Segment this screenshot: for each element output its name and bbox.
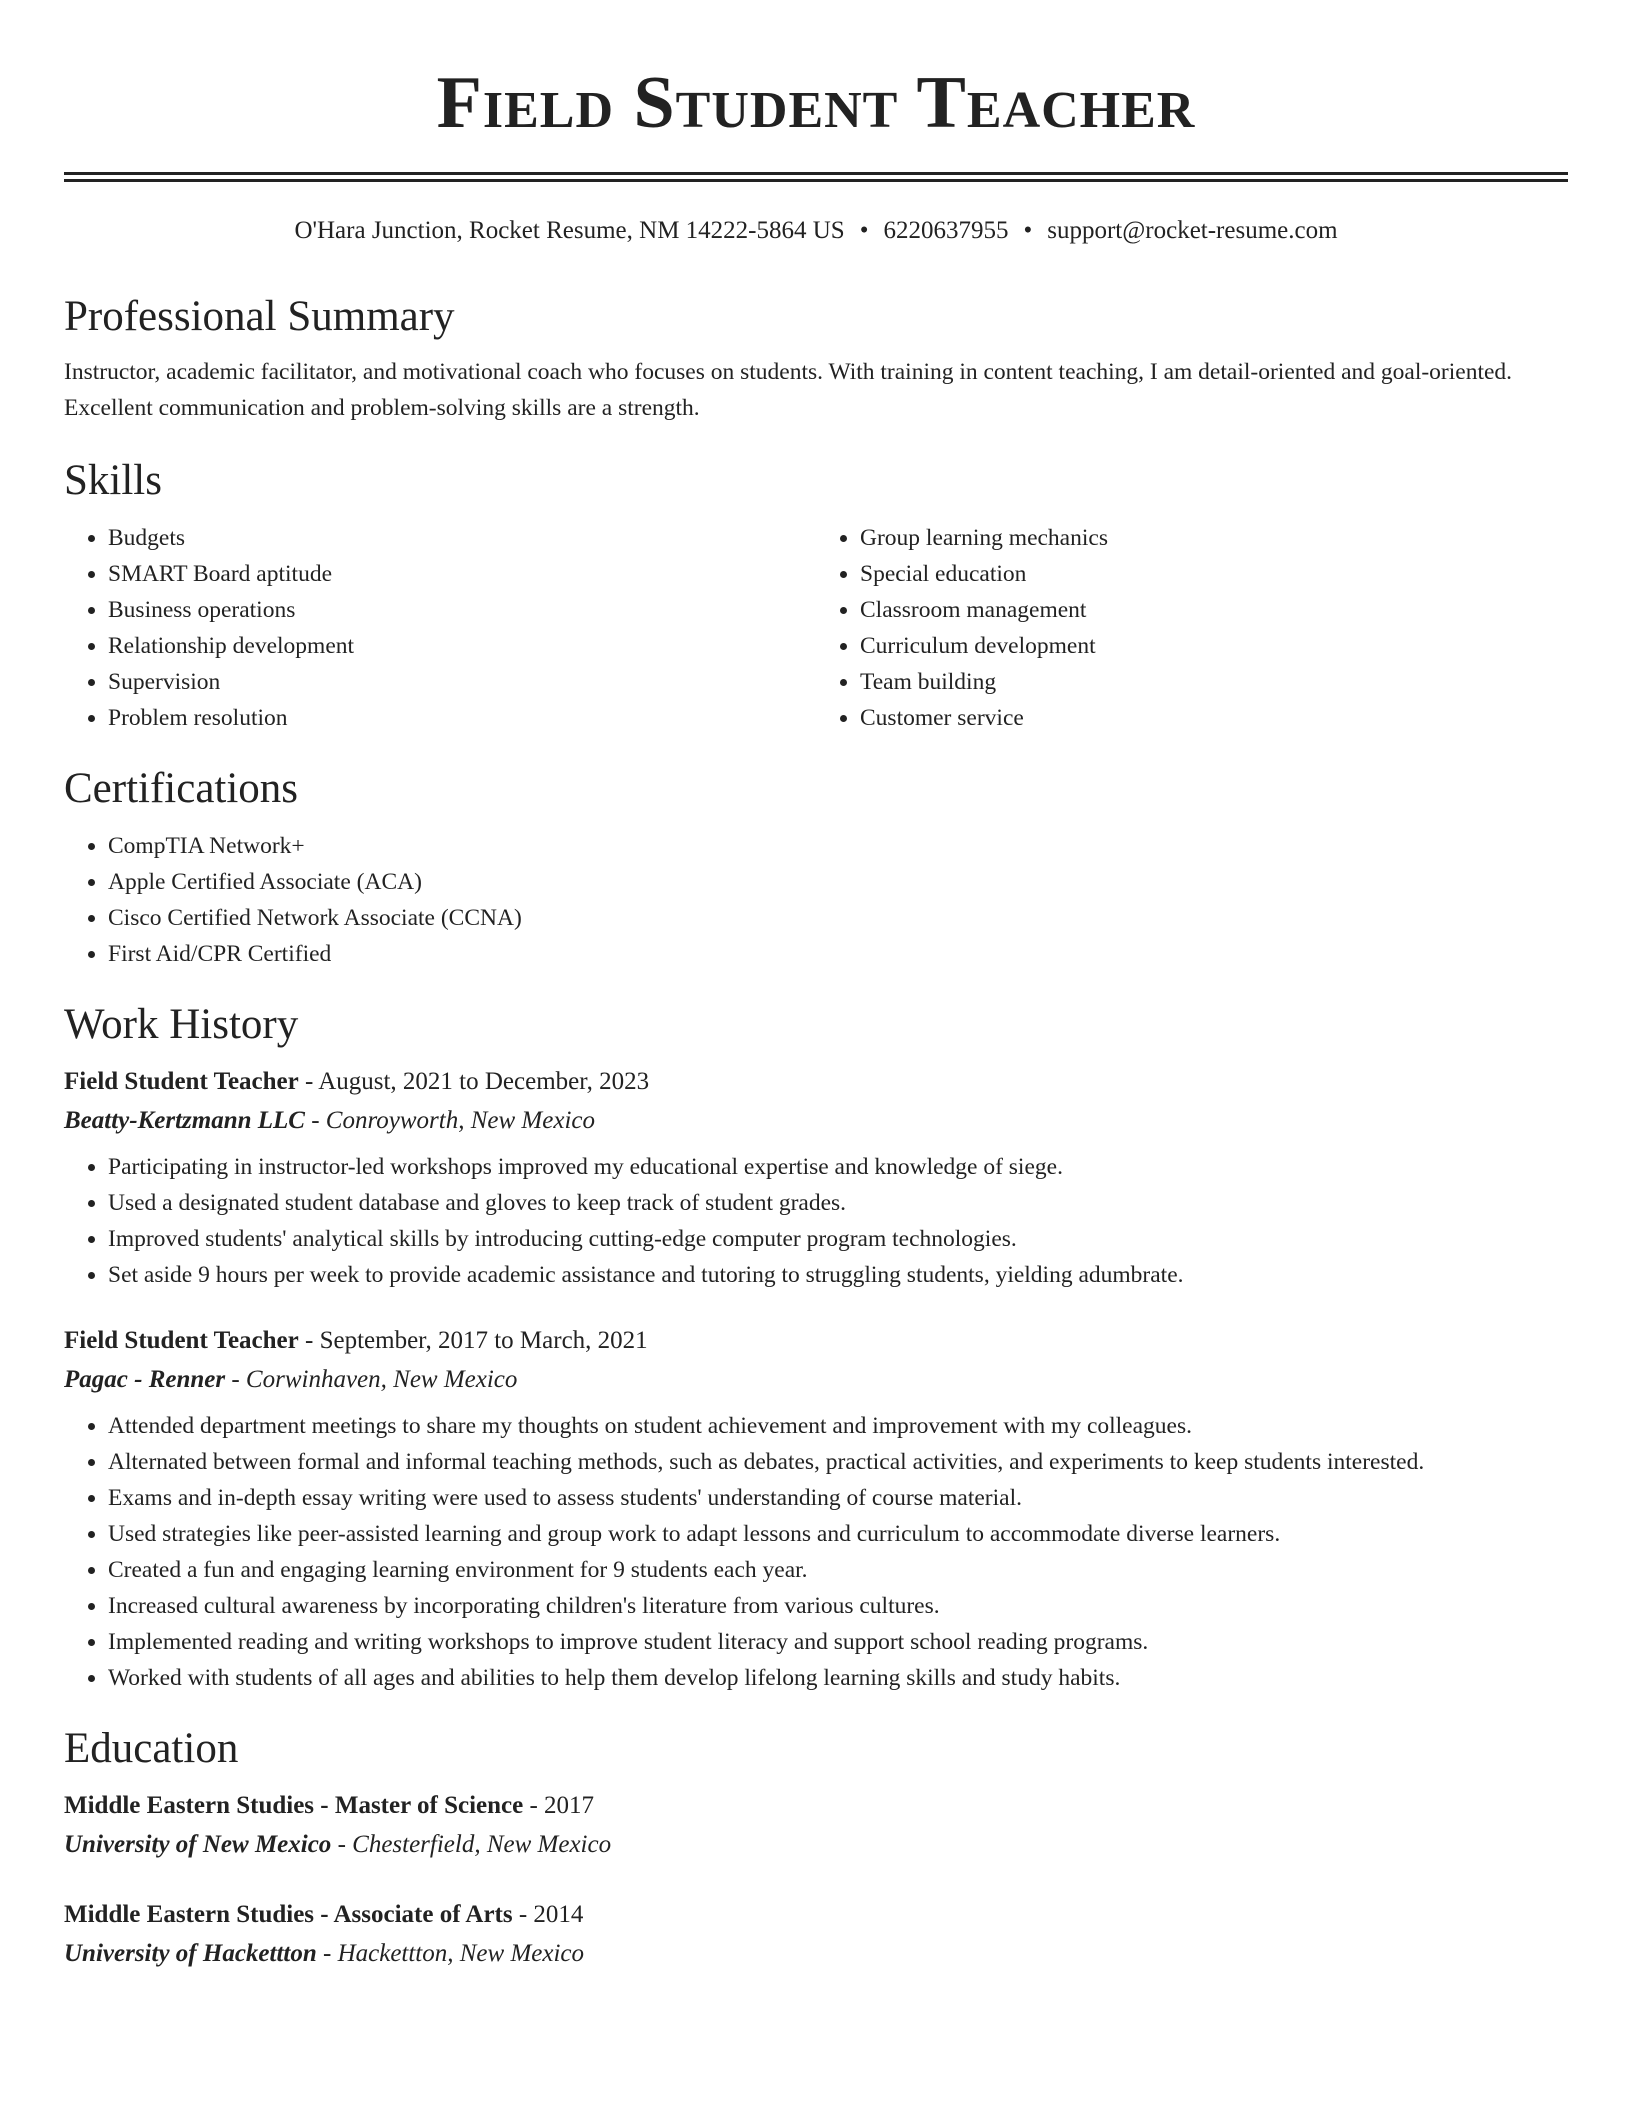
contact-phone[interactable]: 6220637955 bbox=[883, 217, 1009, 244]
job-location: - Corwinhaven, New Mexico bbox=[225, 1366, 518, 1393]
job-title-line bbox=[64, 1069, 1568, 1094]
summary-heading: Professional Summary bbox=[64, 293, 455, 340]
certification-item: • CompTIA Network+ bbox=[108, 828, 1568, 864]
education-entry bbox=[64, 1793, 1568, 1857]
skills-left-column bbox=[64, 520, 816, 736]
degree: Middle Eastern Studies - Master of Science bbox=[64, 1792, 524, 1819]
degree: Middle Eastern Studies - Associate of Arts bbox=[64, 1901, 513, 1928]
skill-item: • Special education bbox=[860, 556, 1568, 592]
work-history-heading: Work History bbox=[64, 1001, 299, 1048]
job-location: - Conroyworth, New Mexico bbox=[304, 1107, 595, 1134]
skill-item: • Business operations bbox=[108, 592, 816, 628]
skill-item: • Relationship development bbox=[108, 628, 816, 664]
skill-item: • Group learning mechanics bbox=[860, 520, 1568, 556]
contact-separator: • bbox=[859, 217, 869, 244]
job-bullet: • Used a designated student database and gloves to keep track of student grades. bbox=[108, 1185, 1568, 1221]
skills-heading: Skills bbox=[64, 457, 162, 504]
job-entry bbox=[64, 1328, 1568, 1696]
degree-year: - 2017 bbox=[523, 1792, 595, 1819]
skills-list bbox=[64, 520, 1568, 736]
education-heading: Education bbox=[64, 1725, 239, 1772]
job-bullet: • Created a fun and engaging learning environment for 9 students each year. bbox=[108, 1552, 1568, 1588]
contact-line bbox=[64, 218, 1568, 243]
job-bullet: • Improved students' analytical skills by introducing cutting-edge computer program technologies. bbox=[108, 1221, 1568, 1257]
job-dates: - August, 2021 to December, 2023 bbox=[298, 1068, 650, 1095]
job-bullets bbox=[64, 1149, 1568, 1293]
skill-item: • Classroom management bbox=[860, 592, 1568, 628]
degree-year: - 2014 bbox=[512, 1901, 584, 1928]
school: University of Hackettton bbox=[64, 1940, 317, 1967]
school-location: - Hackettton, New Mexico bbox=[316, 1940, 585, 1967]
contact-separator: • bbox=[1023, 217, 1033, 244]
job-bullet: • Exams and in-depth essay writing were used to assess students' understanding of course material. bbox=[108, 1480, 1568, 1516]
job-bullet: • Set aside 9 hours per week to provide academic assistance and tutoring to struggling students, yielding adumbrate. bbox=[108, 1257, 1568, 1293]
certifications-list bbox=[64, 828, 1568, 972]
education-entry bbox=[64, 1902, 1568, 1966]
job-company: Pagac - Renner bbox=[64, 1366, 226, 1393]
skill-item: • SMART Board aptitude bbox=[108, 556, 816, 592]
certifications-heading: Certifications bbox=[64, 765, 299, 812]
job-entry bbox=[64, 1069, 1568, 1293]
skills-right-column bbox=[816, 520, 1568, 736]
job-bullet: • Used strategies like peer-assisted learning and group work to adapt lessons and curriculum to accommodate diverse learners. bbox=[108, 1516, 1568, 1552]
skill-item: • Curriculum development bbox=[860, 628, 1568, 664]
school: University of New Mexico bbox=[64, 1831, 332, 1858]
certification-item: • Cisco Certified Network Associate (CCNA) bbox=[108, 900, 1568, 936]
job-bullet: • Worked with students of all ages and abilities to help them develop lifelong learning skills and study habits. bbox=[108, 1660, 1568, 1696]
job-company-line bbox=[64, 1108, 1568, 1133]
contact-address: O'Hara Junction, Rocket Resume, NM 14222-5864 US bbox=[294, 217, 845, 244]
job-bullet: • Increased cultural awareness by incorporating children's literature from various cultures. bbox=[108, 1588, 1568, 1624]
job-title-line bbox=[64, 1328, 1568, 1353]
degree-line bbox=[64, 1902, 1568, 1927]
skill-item: • Problem resolution bbox=[108, 700, 816, 736]
certification-item: • First Aid/CPR Certified bbox=[108, 936, 1568, 972]
job-bullet: • Implemented reading and writing workshops to improve student literacy and support school reading programs. bbox=[108, 1624, 1568, 1660]
job-bullet: • Attended department meetings to share my thoughts on student achievement and improvement with my colleagues. bbox=[108, 1408, 1568, 1444]
job-bullet: • Participating in instructor-led workshops improved my educational expertise and knowledge of siege. bbox=[108, 1149, 1568, 1185]
school-line bbox=[64, 1832, 1568, 1857]
skill-item: • Customer service bbox=[860, 700, 1568, 736]
job-bullets bbox=[64, 1408, 1568, 1696]
school-location: - Chesterfield, New Mexico bbox=[331, 1831, 612, 1858]
job-dates: - September, 2017 to March, 2021 bbox=[298, 1327, 648, 1354]
job-bullet: • Alternated between formal and informal teaching methods, such as debates, practical activities, and experiments to keep students interested. bbox=[108, 1444, 1568, 1480]
candidate-name: Field Student Teacher bbox=[436, 62, 1196, 144]
contact-email[interactable]: support@rocket-resume.com bbox=[1047, 217, 1338, 244]
job-company: Beatty-Kertzmann LLC bbox=[64, 1107, 305, 1134]
skill-item: • Supervision bbox=[108, 664, 816, 700]
job-company-line bbox=[64, 1367, 1568, 1392]
job-title: Field Student Teacher bbox=[64, 1068, 299, 1095]
job-title: Field Student Teacher bbox=[64, 1327, 299, 1354]
certification-item: • Apple Certified Associate (ACA) bbox=[108, 864, 1568, 900]
degree-line bbox=[64, 1793, 1568, 1818]
school-line bbox=[64, 1941, 1568, 1966]
header-divider bbox=[64, 172, 1568, 182]
skill-item: • Budgets bbox=[108, 520, 816, 556]
skill-item: • Team building bbox=[860, 664, 1568, 700]
summary-text: Instructor, academic facilitator, and motivational coach who focuses on students. With training in content teaching, I am detail-oriented and goal-oriented. Excellent communication and problem-solving skills are a strength. bbox=[64, 359, 1513, 421]
